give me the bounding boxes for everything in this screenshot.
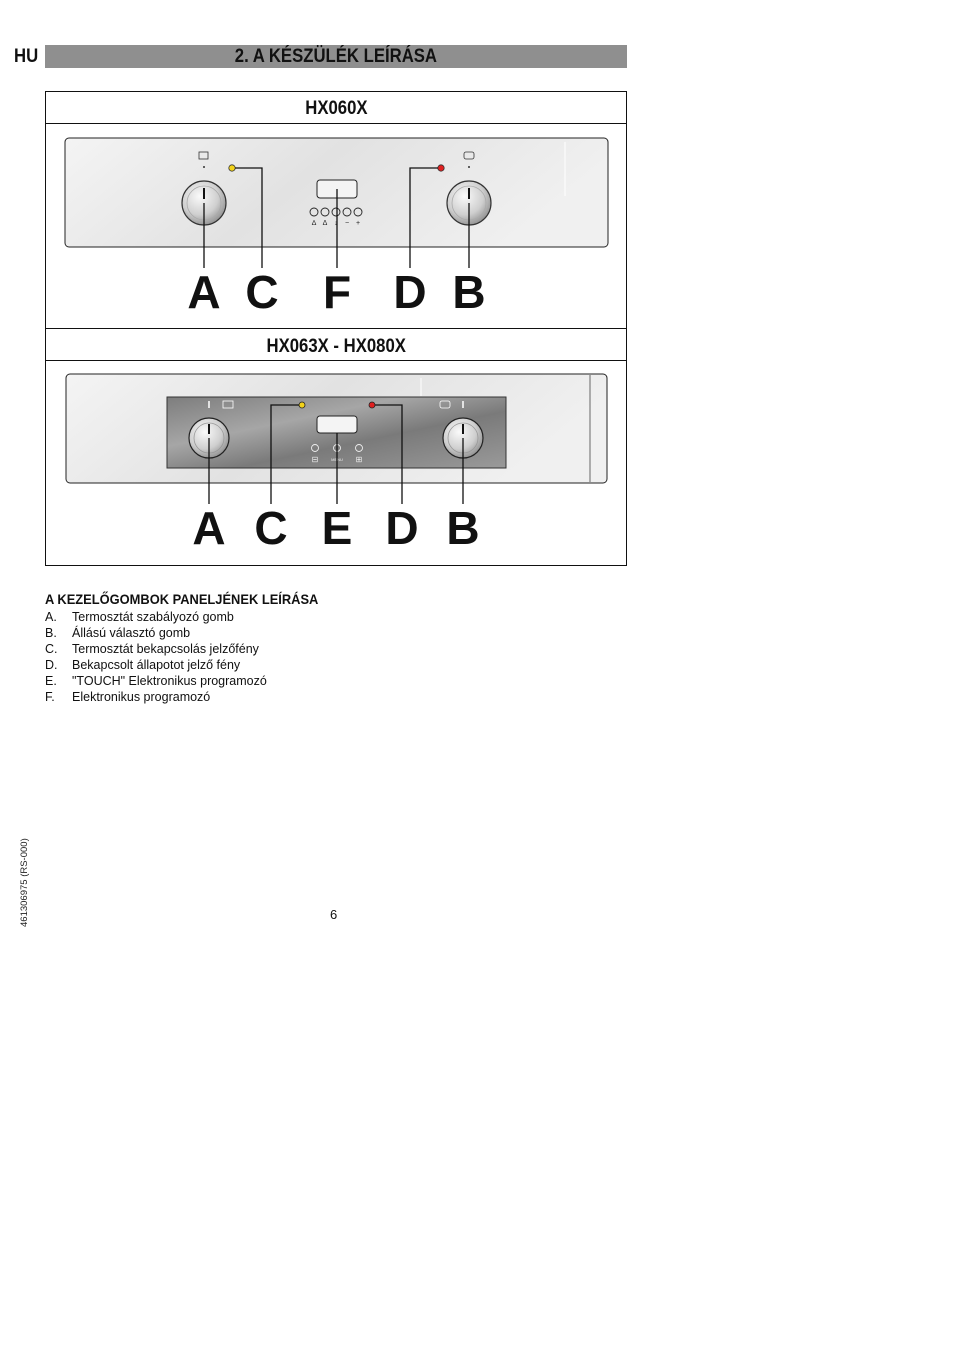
page-number: 6	[330, 907, 338, 922]
legend-text: Bekapcsolt állapotot jelző fény	[72, 658, 241, 672]
legend-letter: E.	[45, 674, 57, 688]
section-title	[45, 45, 627, 68]
key-label: ∆	[311, 220, 317, 227]
legend-item	[45, 625, 342, 641]
callout-letter: B	[452, 266, 486, 318]
control-legend	[45, 591, 342, 705]
legend-text: Termosztát bekapcsolás jelzőfény	[72, 642, 259, 656]
legend-letter: B.	[45, 626, 57, 640]
callout-letter: E	[321, 502, 353, 554]
legend-letter: D.	[45, 658, 58, 672]
legend-title: A KEZELŐGOMBOK PANELJÉNEK LEÍRÁSA	[45, 591, 319, 607]
callout-letter: D	[393, 266, 427, 318]
key-label: ↓	[334, 220, 338, 227]
section-title-text: 2. A KÉSZÜLÉK LEÍRÁSA	[234, 46, 438, 67]
legend-item	[45, 657, 342, 673]
key-label: +	[355, 220, 361, 227]
callout-letter: B	[446, 502, 480, 554]
legend-text: "TOUCH" Elektronikus programozó	[72, 674, 267, 688]
diagram-frame	[45, 91, 627, 566]
key-label: −	[344, 220, 350, 227]
legend-letter: A.	[45, 610, 57, 624]
legend-item	[45, 673, 342, 689]
key-label: ⊟	[311, 455, 319, 464]
callout-letter: A	[192, 502, 226, 554]
key-label: Δ	[322, 220, 328, 227]
callout-letter: F	[322, 266, 352, 318]
callout-letter: A	[187, 266, 221, 318]
control-panel-diagrams	[46, 92, 626, 565]
legend-letter: C.	[45, 642, 58, 656]
callout-letter: C	[245, 266, 279, 318]
document-id: 461306975 (RS-000)	[19, 838, 30, 927]
thermostat-lamp	[229, 165, 235, 171]
panel-hx060x	[65, 138, 608, 318]
model-title-2-text: HX063X - HX080X	[266, 336, 406, 357]
model-title-1-text: HX060X	[304, 98, 368, 119]
legend-text: Állású választó gomb	[72, 626, 191, 640]
power-lamp	[438, 165, 444, 171]
power-lamp	[369, 402, 375, 408]
legend-text: Termosztát szabályozó gomb	[72, 610, 234, 624]
callout-letter: D	[385, 502, 419, 554]
legend-item	[45, 641, 342, 657]
panel-hx063x-hx080x	[66, 374, 607, 554]
key-label: ⊞	[355, 455, 363, 464]
key-label: MENU	[331, 457, 343, 462]
legend-letter: F.	[45, 690, 55, 704]
legend-item	[45, 689, 342, 705]
callout-letter: C	[254, 502, 288, 554]
language-code: HU	[14, 46, 39, 67]
legend-item	[45, 609, 342, 625]
legend-text: Elektronikus programozó	[72, 690, 211, 704]
thermostat-lamp	[299, 402, 305, 408]
